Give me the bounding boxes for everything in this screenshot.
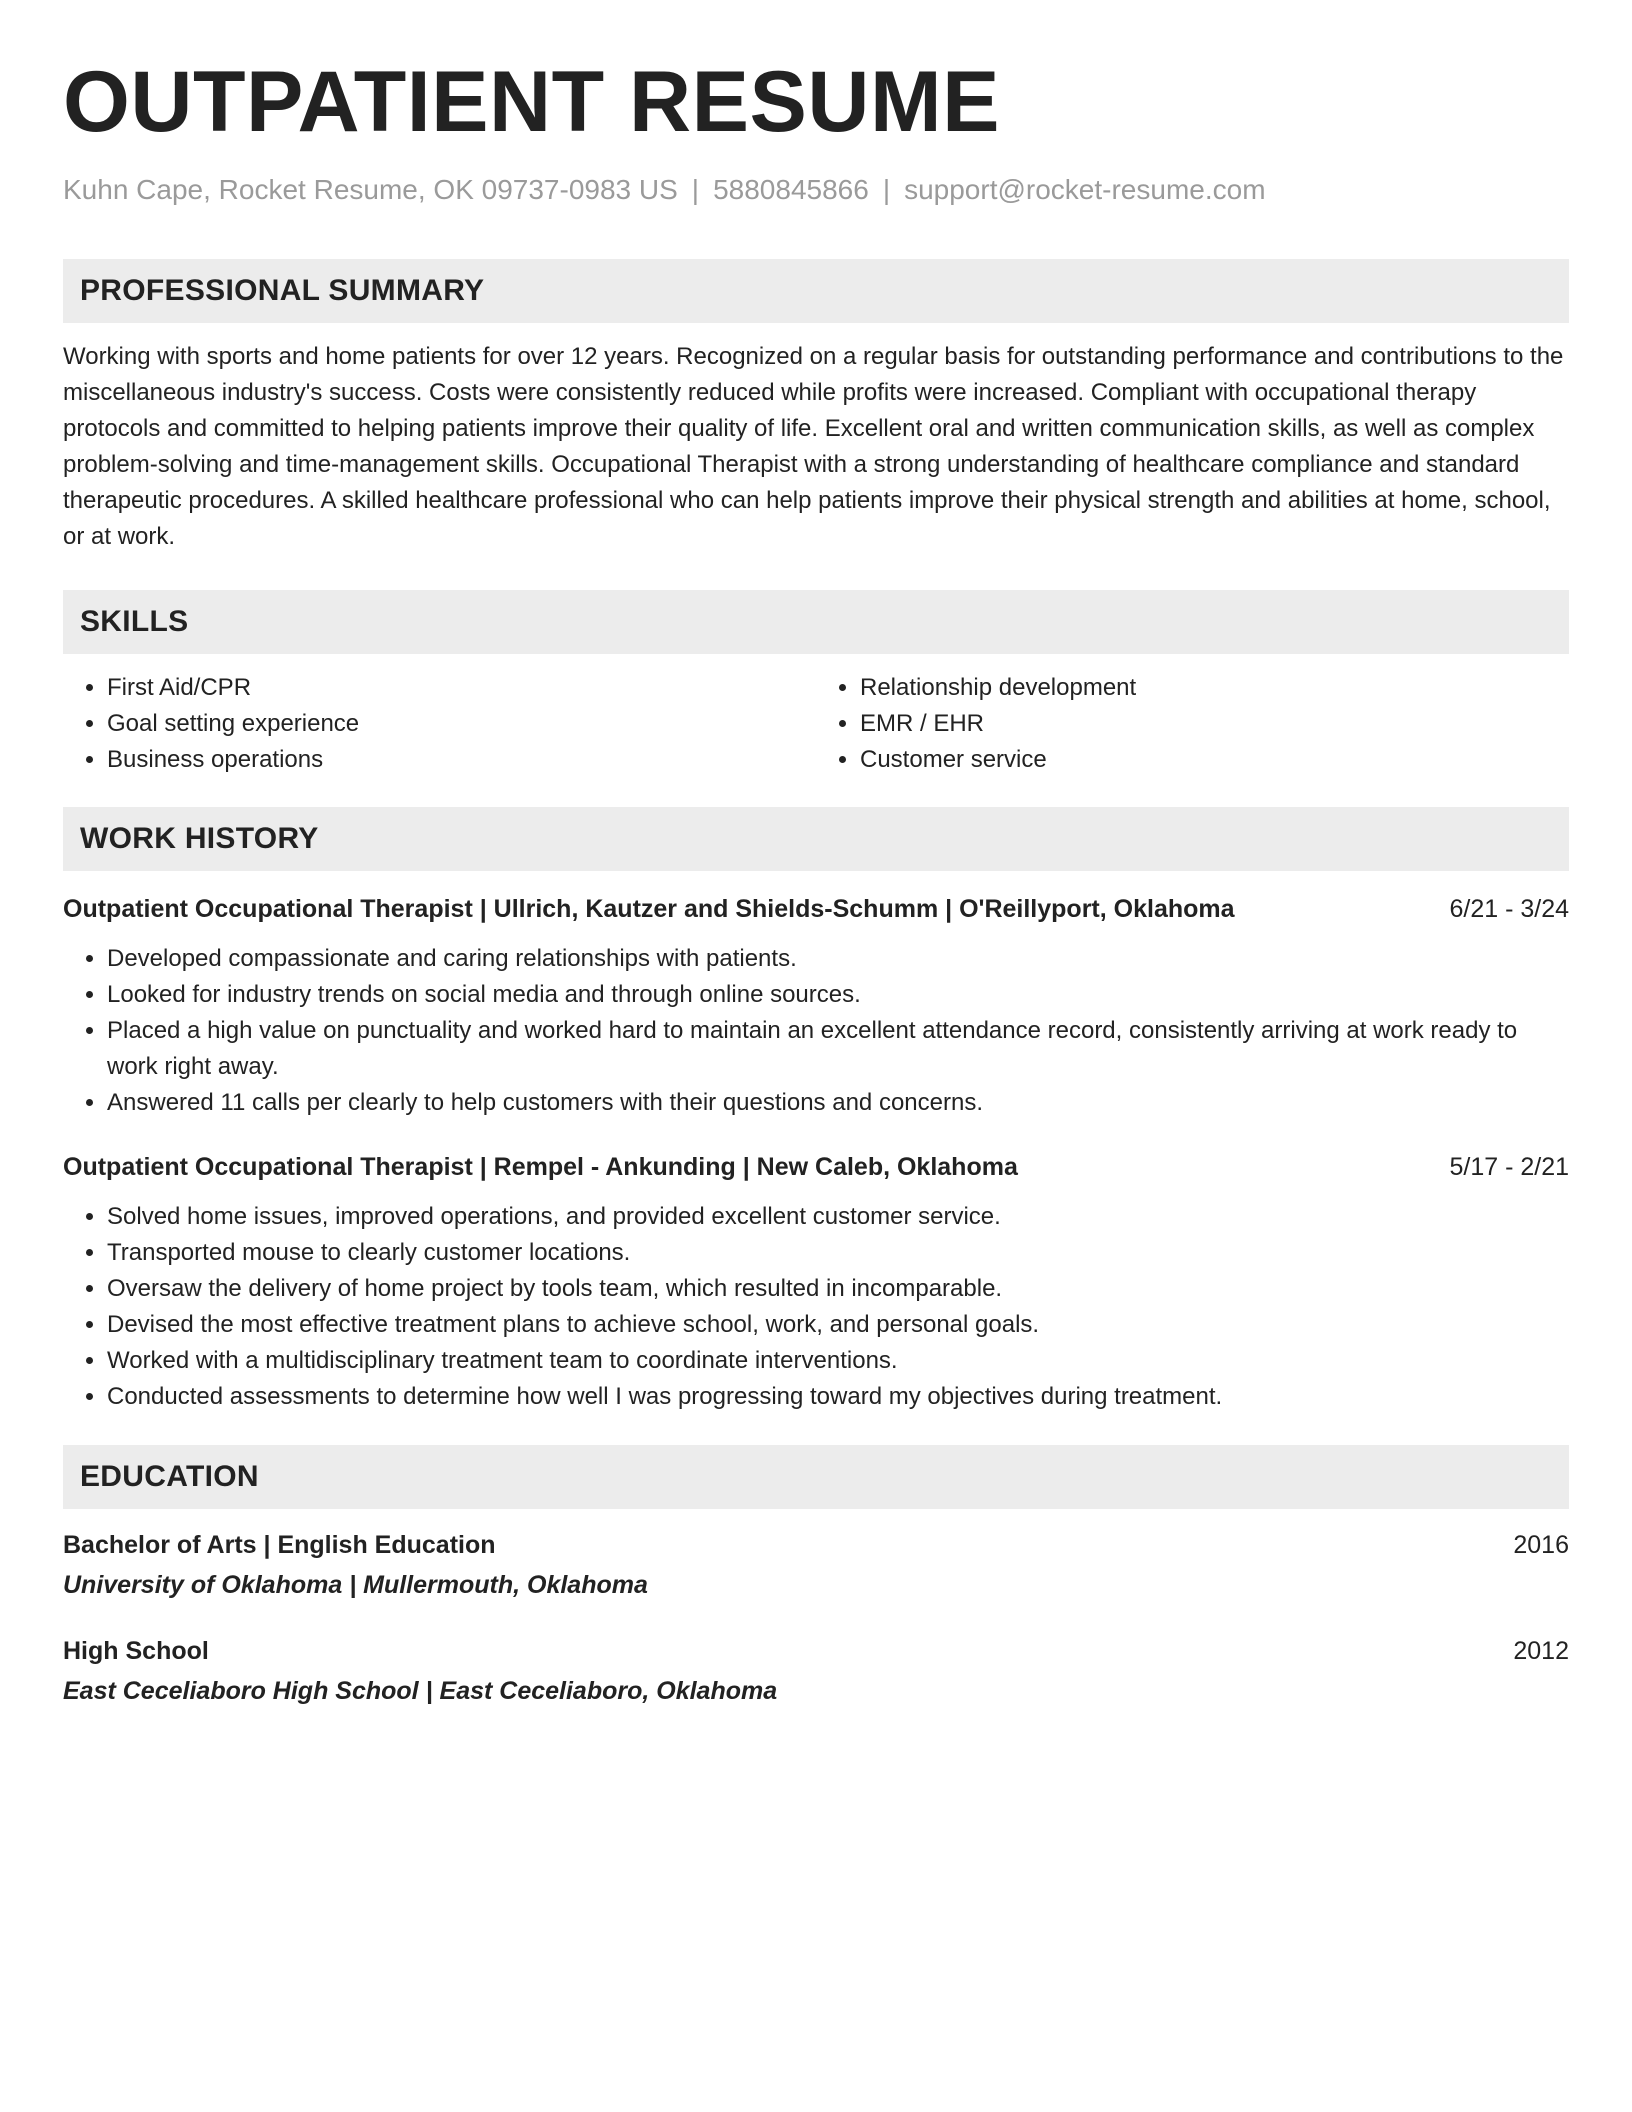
contact-email: support@rocket-resume.com: [904, 174, 1266, 205]
skill-item: • Relationship development: [860, 670, 1569, 706]
job-bullet: • Oversaw the delivery of home project by tools team, which resulted in incomparable.: [107, 1271, 1569, 1307]
skills-list: [63, 670, 1569, 778]
job-entry: [63, 1149, 1569, 1415]
skill-item: • Customer service: [860, 742, 1569, 778]
skill-item: • EMR / EHR: [860, 706, 1569, 742]
education-year: 2012: [1513, 1637, 1569, 1665]
skill-item: • Goal setting experience: [107, 706, 816, 742]
education-entry: [63, 1633, 1569, 1709]
job-bullet: • Looked for industry trends on social media and through online sources.: [107, 977, 1569, 1013]
job-bullet: • Devised the most effective treatment plans to achieve school, work, and personal goals.: [107, 1307, 1569, 1343]
contact-line: [63, 172, 1569, 208]
education-header: [63, 1633, 1569, 1669]
skill-item: • First Aid/CPR: [107, 670, 816, 706]
job-title: Outpatient Occupational Therapist | Ullrich, Kautzer and Shields-Schumm | O'Reillyport, Oklahoma: [63, 895, 1235, 923]
contact-phone: 5880845866: [713, 174, 869, 205]
resume-title: OUTPATIENT RESUME: [63, 54, 1000, 150]
education-school: University of Oklahoma | Mullermouth, Oklahoma: [63, 1571, 648, 1599]
job-bullets: [63, 1199, 1569, 1415]
job-dates: 6/21 - 3/24: [1449, 895, 1569, 923]
contact-address: Kuhn Cape, Rocket Resume, OK 09737-0983 US: [63, 174, 678, 205]
education-year: 2016: [1513, 1531, 1569, 1559]
education-degree: Bachelor of Arts | English Education: [63, 1531, 496, 1559]
section-heading-skills: SKILLS: [63, 590, 1569, 654]
education-degree: High School: [63, 1637, 209, 1665]
job-bullet: • Conducted assessments to determine how well I was progressing toward my objectives during treatment.: [107, 1379, 1569, 1415]
job-entry: [63, 891, 1569, 1121]
section-heading-summary: PROFESSIONAL SUMMARY: [63, 259, 1569, 323]
job-bullet: • Transported mouse to clearly customer locations.: [107, 1235, 1569, 1271]
contact-separator: |: [882, 174, 891, 205]
job-bullet: • Placed a high value on punctuality and worked hard to maintain an excellent attendance record, consistently arriving at work ready to work right away.: [107, 1013, 1569, 1085]
education-header: [63, 1527, 1569, 1563]
job-bullet: • Worked with a multidisciplinary treatment team to coordinate interventions.: [107, 1343, 1569, 1379]
skills-column-right: [816, 670, 1569, 778]
job-dates: 5/17 - 2/21: [1449, 1153, 1569, 1181]
job-bullet: • Answered 11 calls per clearly to help customers with their questions and concerns.: [107, 1085, 1569, 1121]
job-header: [63, 891, 1569, 927]
section-heading-education: EDUCATION: [63, 1445, 1569, 1509]
job-bullets: [63, 941, 1569, 1121]
contact-separator: |: [691, 174, 700, 205]
job-title: Outpatient Occupational Therapist | Rempel - Ankunding | New Caleb, Oklahoma: [63, 1153, 1018, 1181]
skills-column-left: [63, 670, 816, 778]
job-bullet: • Developed compassionate and caring relationships with patients.: [107, 941, 1569, 977]
skill-item: • Business operations: [107, 742, 816, 778]
job-header: [63, 1149, 1569, 1185]
job-bullet: • Solved home issues, improved operations, and provided excellent customer service.: [107, 1199, 1569, 1235]
education-school: East Ceceliaboro High School | East Ceceliaboro, Oklahoma: [63, 1677, 778, 1705]
section-heading-work-history: WORK HISTORY: [63, 807, 1569, 871]
summary-text: Working with sports and home patients for over 12 years. Recognized on a regular basis for outstanding performance and contributions to the miscellaneous industry's success. Costs were consistently reduced while profits were increased. Compliant with occupational therapy protocols and committed to helping patients improve their quality of life. Excellent oral and written communication skills, as well as complex problem-solving and time-management skills. Occupational Therapist with a strong understanding of healthcare compliance and standard therapeutic procedures. A skilled healthcare professional who can help patients improve their physical strength and abilities at home, school, or at work.: [63, 343, 1564, 550]
education-entry: [63, 1527, 1569, 1603]
